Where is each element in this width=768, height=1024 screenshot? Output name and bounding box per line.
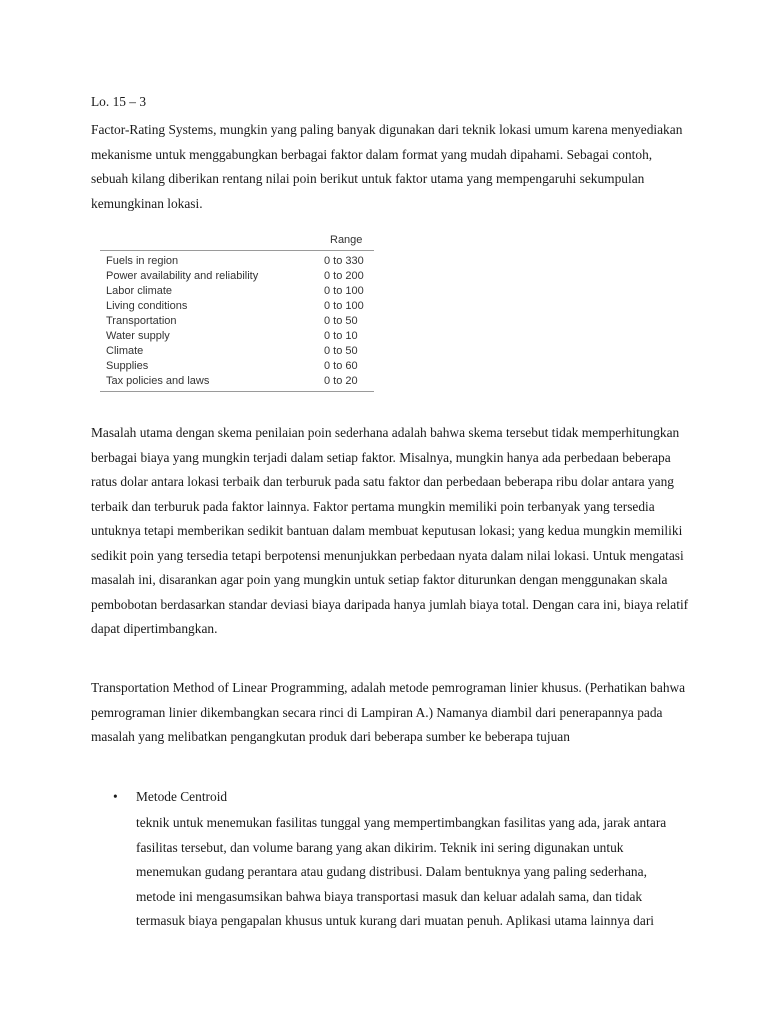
paragraph-transportation-method: Transportation Method of Linear Programming, adalah metode pemrograman linier khusus. (Perhatikan bahwa pemrograman linier dikembangkan secara rinci di Lampiran A.) Namanya diambil dari penerapannya pada masalah yang melibatkan pengangkutan produk dari beberapa sumber ke beberapa tujuan xyxy=(91,680,686,744)
factor-cell: Climate xyxy=(106,345,144,357)
table-row xyxy=(106,284,376,299)
paragraph-point-scheme-problem: Masalah utama dengan skema penilaian poin sederhana adalah bahwa skema tersebut tidak memperhitungkan berbagai biaya yang mungkin terjadi dalam setiap faktor. Misalnya, mungkin hanya ada perbedaan beberapa ratus dolar antara lokasi terbaik dan terburuk pada satu faktor dan perbedaan beberapa ribu dolar antara yang terbaik dan terburuk pada faktor lainnya. Faktor pertama mungkin memiliki poin terbanyak yang tersedia untuknya tetapi memberikan sedikit bantuan dalam membuat keputusan lokasi; yang kedua mungkin memiliki sedikit poin yang tersedia tetapi berpotensi menunjukkan perbedaan nyata dalam nilai lokasi. Untuk mengatasi masalah ini, disarankan agar poin yang mungkin untuk setiap faktor diturunkan dengan menggunakan skala pembobotan berdasarkan standar deviasi biaya daripada hanya jumlah biaya total. Dengan cara ini, biaya relatif dapat dipertimbangkan. xyxy=(91,425,689,636)
range-cell: 0 to 200 xyxy=(324,270,364,282)
factor-cell: Fuels in region xyxy=(106,255,179,267)
bullet-body: teknik untuk menemukan fasilitas tunggal yang mempertimbangkan fasilitas yang ada, jarak antara fasilitas tersebut, dan volume barang yang akan dikirim. Teknik ini sering digunakan untuk menemukan gudang perantara atau gudang distribusi. Dalam bentuknya yang paling sederhana, metode ini mengasumsikan bahwa biaya transportasi masuk dan keluar adalah sama, dan tidak termasuk biaya pengapalan khusus untuk kurang dari muatan penuh. Aplikasi utama lainnya dari xyxy=(136,815,667,929)
bullet-marker: • xyxy=(113,789,118,804)
range-cell: 0 to 100 xyxy=(324,285,364,297)
range-cell: 0 to 330 xyxy=(324,255,364,267)
range-cell: 0 to 20 xyxy=(324,375,358,387)
factor-cell: Supplies xyxy=(106,360,149,372)
range-cell: 0 to 50 xyxy=(324,345,358,357)
range-cell: 0 to 50 xyxy=(324,315,358,327)
factor-cell: Living conditions xyxy=(106,300,188,312)
table-row xyxy=(106,359,376,374)
table-bottom-rule xyxy=(100,391,374,392)
table-row xyxy=(106,329,376,344)
paragraph-factor-rating: Factor-Rating Systems, mungkin yang paling banyak digunakan dari teknik lokasi umum karena menyediakan mekanisme untuk menggabungkan berbagai faktor dalam format yang mudah dipahami. Sebagai contoh, sebuah kilang diberikan rentang nilai poin berikut untuk faktor utama yang mempengaruhi sekumpulan kemungkinan lokasi. xyxy=(91,122,683,211)
bullet-title: Metode Centroid xyxy=(136,789,228,804)
table-row xyxy=(106,344,376,359)
table-top-rule xyxy=(100,250,374,251)
section-heading: Lo. 15 – 3 xyxy=(91,94,147,109)
factor-cell: Water supply xyxy=(106,330,170,342)
table-row xyxy=(106,254,376,269)
factor-cell: Power availability and reliability xyxy=(106,270,259,282)
range-column-header: Range xyxy=(330,234,363,246)
range-cell: 0 to 100 xyxy=(324,300,364,312)
factor-cell: Transportation xyxy=(106,315,177,327)
table-row xyxy=(106,299,376,314)
factor-cell: Tax policies and laws xyxy=(106,375,210,387)
range-table-figure xyxy=(98,226,376,396)
range-cell: 0 to 10 xyxy=(324,330,358,342)
table-row xyxy=(106,374,376,389)
range-cell: 0 to 60 xyxy=(324,360,358,372)
table-row xyxy=(106,269,376,284)
factor-cell: Labor climate xyxy=(106,285,173,297)
table-row xyxy=(106,314,376,329)
